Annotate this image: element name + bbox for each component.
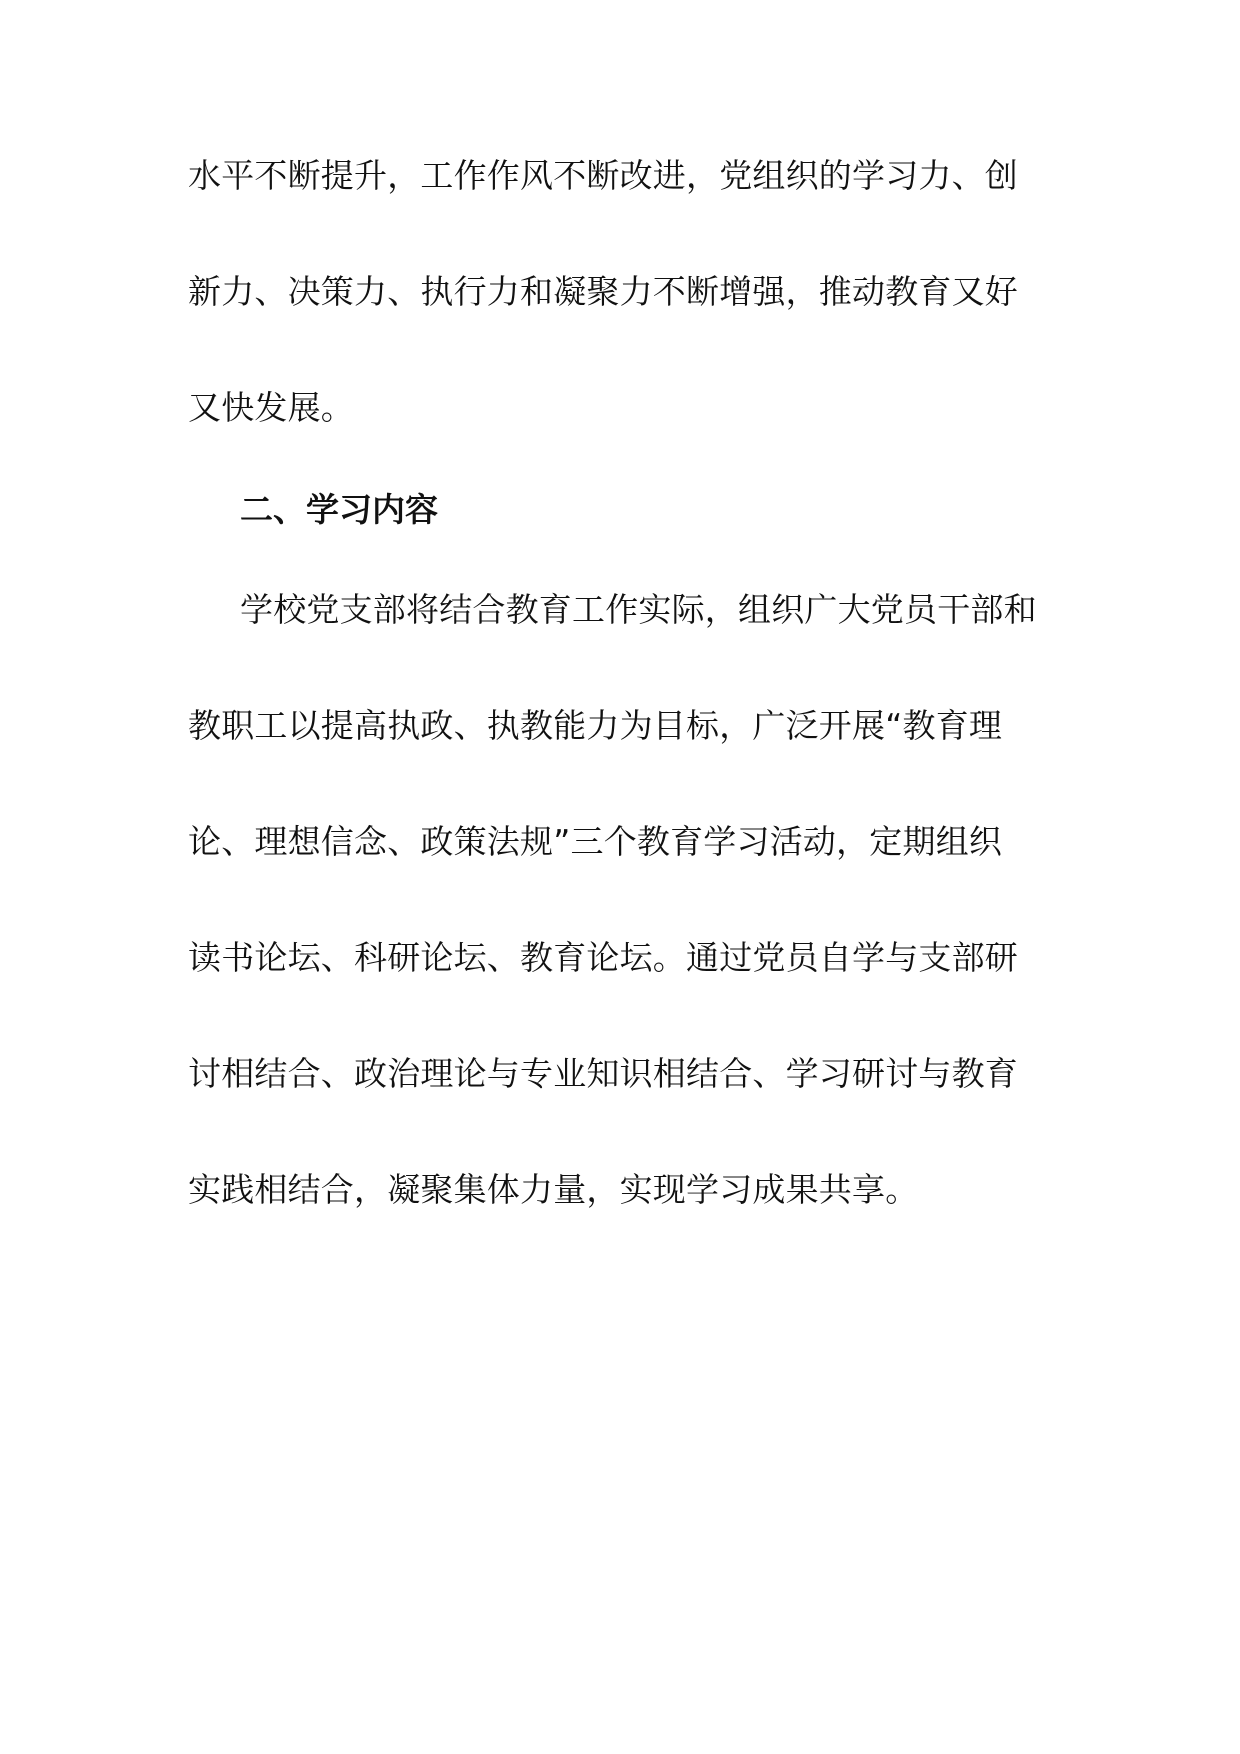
paragraph-line: 实践相结合，凝聚集体力量，实现学习成果共享。 [188, 1170, 919, 1209]
paragraph-line: 论、理想信念、政策法规”三个教育学习活动，定期组织 [188, 822, 1003, 861]
paragraph-line: 新力、决策力、执行力和凝聚力不断增强，推动教育又好 [188, 272, 1018, 311]
paragraph-line: 讨相结合、政治理论与专业知识相结合、学习研讨与教育 [188, 1054, 1018, 1093]
paragraph-line: 教职工以提高执政、执教能力为目标，广泛开展“教育理 [188, 706, 1003, 745]
paragraph-line: 学校党支部将结合教育工作实际，组织广大党员干部和 [240, 590, 1037, 629]
paragraph-line: 读书论坛、科研论坛、教育论坛。通过党员自学与支部研 [188, 938, 1018, 977]
paragraph-line: 又快发展。 [188, 388, 354, 427]
section-heading: 二、学习内容 [240, 490, 438, 529]
paragraph-line: 水平不断提升，工作作风不断改进，党组织的学习力、创 [188, 156, 1018, 195]
